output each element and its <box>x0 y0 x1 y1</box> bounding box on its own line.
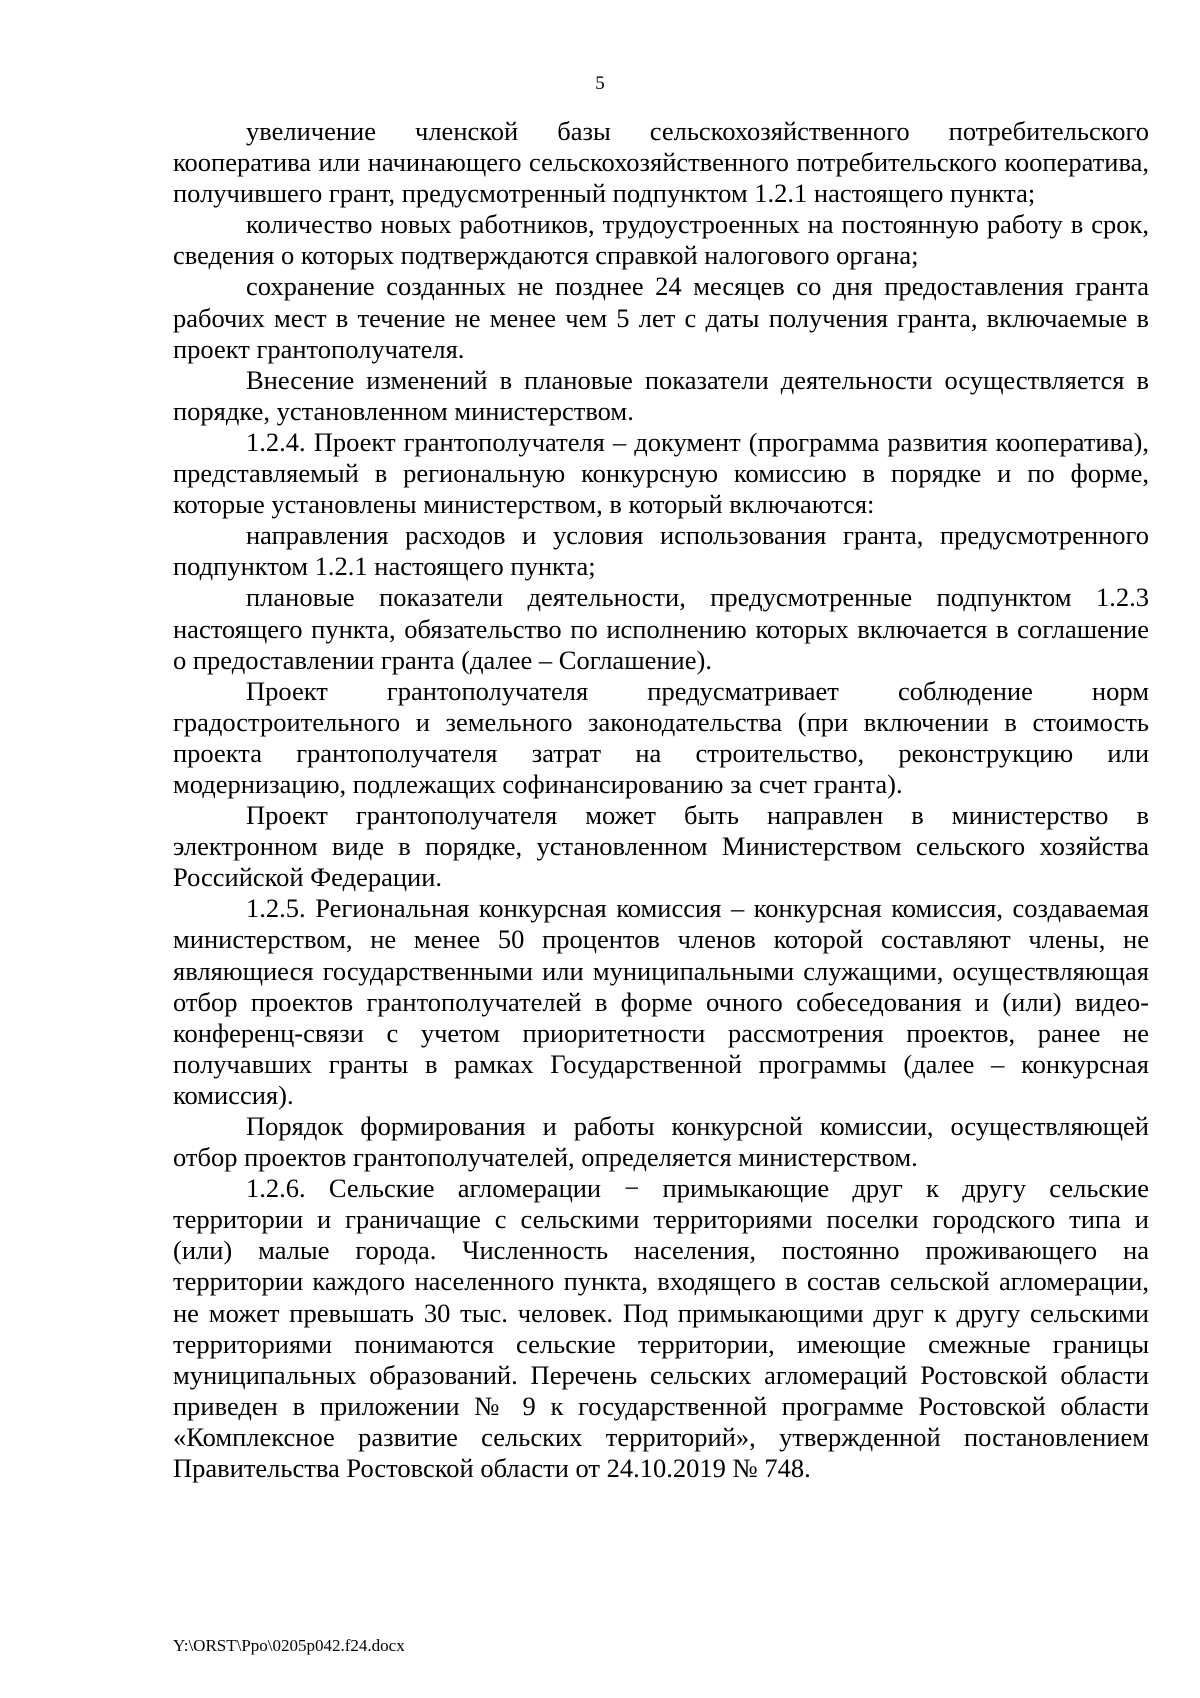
page-number: 5 <box>595 73 605 94</box>
paragraph-planned-indicators: плановые показатели деятельности, предусмотренные подпунктом 1.2.3 настоящего пункта, обязательство по исполнению которых включается в соглашение о предоставлении гранта (далее – Соглашение). <box>173 582 1149 675</box>
paragraph-indicator-changes: Внесение изменений в плановые показатели деятельности осуществляется в порядке, установленном министерством. <box>173 364 1149 426</box>
paragraph-1-2-4-grantee-project: 1.2.4. Проект грантополучателя – документ (программа развития кооператива), представляемый в региональную конкурсную комиссию в порядке и по форме, которые установлены министерством, в который включаются: <box>173 426 1149 520</box>
paragraph-construction-norms: Проект грантополучателя предусматривает соблюдение норм градостроительного и земельного законодательства (при включении в стоимость проекта грантополучателя затрат на строительство, реконструкцию или модернизацию, подлежащих софинансированию за счет гранта). <box>173 675 1149 799</box>
paragraph-expense-directions: направления расходов и условия использования гранта, предусмотренного подпунктом 1.2.1 настоящего пункта; <box>173 520 1149 582</box>
paragraph-commission-procedure: Порядок формирования и работы конкурсной комиссии, осуществляющей отбор проектов грантополучателей, определяется министерством. <box>173 1111 1149 1173</box>
paragraph-job-retention: сохранение созданных не позднее 24 месяцев со дня предоставления гранта рабочих мест в течение не менее чем 5 лет с даты получения гранта, включаемые в проект грантополучателя. <box>173 271 1149 364</box>
document-body <box>173 116 1149 1484</box>
footer-file-path: Y:\ORST\Ppo\0205p042.f24.docx <box>173 1636 405 1655</box>
paragraph-membership-base: увеличение членской базы сельскохозяйственного потребительского кооператива или начинающего сельскохозяйственного потребительского кооператива, получившего грант, предусмотренный подпунктом 1.2.1 настоящего пункта; <box>173 116 1149 209</box>
paragraph-new-workers: количество новых работников, трудоустроенных на постоянную работу в срок, сведения о которых подтверждаются справкой налогового органа; <box>173 209 1149 271</box>
paragraph-1-2-6-rural-agglomerations: 1.2.6. Сельские агломерации − примыкающие друг к другу сельские территории и граничащие с сельскими территориями поселки городского типа и (или) малые города. Численность населения, постоянно проживающего на территории каждого населенного пункта, входящего в состав сельской агломерации, не может превышать 30 тыс. человек. Под примыкающими друг к другу сельскими территориями понимаются сельские территории, имеющие смежные границы муниципальных образований. Перечень сельских агломераций Ростовской области приведен в приложении № 9 к государственной программе Ростовской области «Комплексное развитие сельских территорий», утвержденной постановлением Правительства Ростовской области от 24.10.2019 № 748. <box>173 1173 1149 1484</box>
paragraph-electronic-submission: Проект грантополучателя может быть направлен в министерство в электронном виде в порядке, установленном Министерством сельского хозяйства Российской Федерации. <box>173 800 1149 893</box>
paragraph-1-2-5-competition-commission: 1.2.5. Региональная конкурсная комиссия – конкурсная комиссия, создаваемая министерством, не менее 50 процентов членов которой составляют члены, не являющиеся государственными или муниципальными служащими, осуществляющая отбор проектов грантополучателей в форме очного собеседования и (или) видео-конференц-связи с учетом приоритетности рассмотрения проектов, ранее не получавших гранты в рамках Государственной программы (далее – конкурсная комиссия). <box>173 893 1149 1110</box>
